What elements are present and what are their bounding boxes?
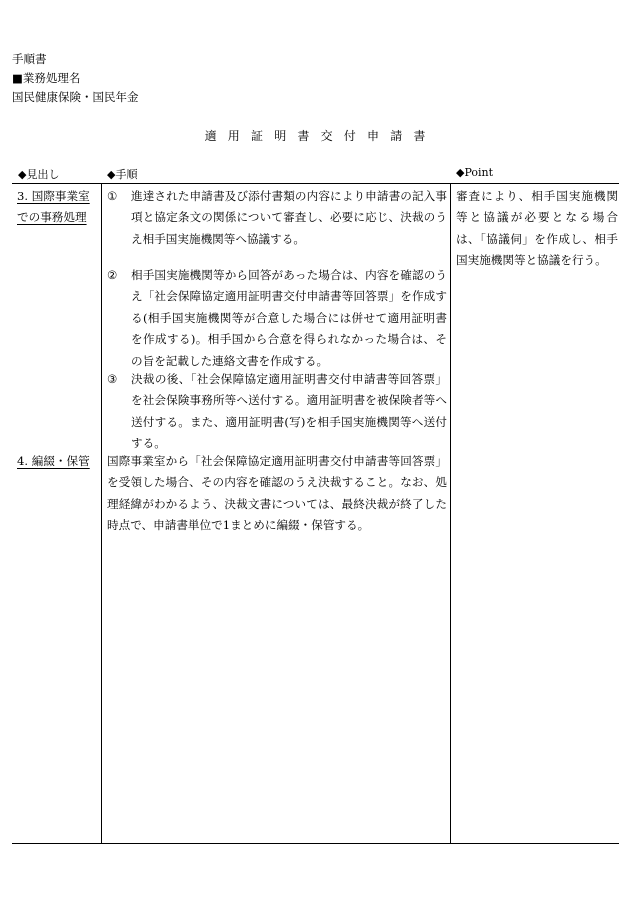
title-char: 用 (227, 129, 240, 143)
column-procedure-title: ◆手順 (107, 168, 138, 181)
step-2-number: ② (107, 268, 118, 282)
step-2 (107, 265, 447, 372)
section-4-text: 国際事業室から「社会保障協定適用証明書交付申請書等回答票」を受領した場合、その内容を確認のうえ決裁すること。なお、処理経緯がわかるよう、決裁文書については、最終決裁が終了した時点で、申請書単位で1まとめに編綴・保管する。 (107, 454, 447, 533)
title-char: 証 (250, 129, 263, 143)
column-heading-title: ◆見出し (18, 168, 60, 181)
title-char: 交 (320, 129, 333, 143)
title-char: 明 (274, 129, 287, 143)
title-char: 付 (343, 129, 356, 143)
section-3-heading (17, 186, 101, 229)
step-2-text: 相手国実施機関等から回答があった場合は、内容を確認のうえ「社会保障協定適用証明書交付申請書等回答票」を作成する(相手国実施機関等が合意した場合には併せて適用証明書を作成する)。相手国から合意を得られなかった場合は、その旨を記載した連絡文書を作成する。 (131, 268, 447, 368)
table-top-rule (12, 183, 619, 184)
column-point-title: ◆Point (456, 166, 494, 179)
title-char: 請 (390, 129, 403, 143)
document-type: 手順書 (12, 52, 47, 66)
title-char: 書 (297, 129, 310, 143)
step-3 (107, 369, 447, 455)
section-4-heading-text: 4. 編綴・保管 (17, 454, 90, 468)
step-3-text: 決裁の後、「社会保障協定適用証明書交付申請書等回答票」を社会保険事務所等へ送付する。適用証明書を被保険者等へ送付する。また、適用証明書(写)を相手国実施機関等へ送付する。 (131, 372, 447, 451)
title-char: 申 (367, 129, 380, 143)
table-bottom-rule (12, 843, 619, 844)
section-3-heading-line: での事務処理 (17, 210, 87, 225)
point-note: 審査により、相手国実施機関等と協議が必要となる場合は、「協議伺」を作成し、相手国実施機関等と協議を行う。 (456, 189, 618, 268)
section-3-heading-line: 3. 国際事業室 (17, 189, 90, 203)
column-divider-right (450, 183, 451, 843)
step-3-number: ③ (107, 372, 118, 386)
column-divider-left (101, 183, 102, 843)
section-4-heading (17, 451, 101, 472)
business-name: 国民健康保険・国民年金 (12, 90, 139, 104)
business-name-label: ■業務処理名 (12, 71, 81, 85)
title-char: 書 (413, 129, 426, 143)
step-1 (107, 186, 447, 250)
title-char: 適 (204, 129, 217, 143)
step-1-number: ① (107, 189, 118, 203)
document-title (0, 127, 630, 144)
step-1-text: 進達された申請書及び添付書類の内容により申請書の記入事項と協定条文の関係について審査し、必要に応じ、決裁のうえ相手国実施機関等へ協議する。 (131, 189, 447, 246)
